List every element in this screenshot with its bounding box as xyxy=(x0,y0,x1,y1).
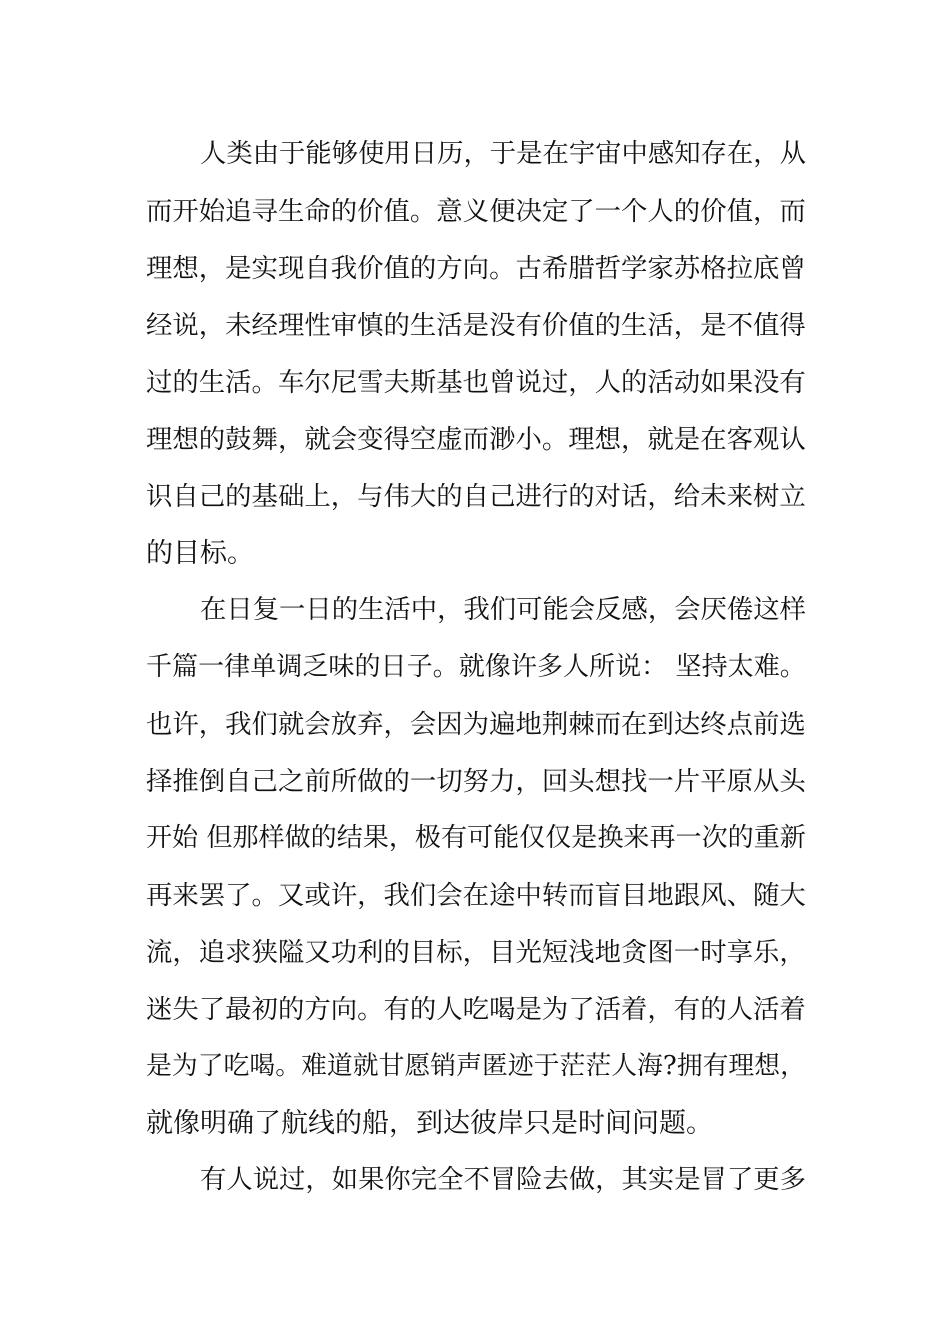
paragraph-2-line-10: 就像明确了航线的船，到达彼岸只是时间问题。 xyxy=(146,1108,713,1139)
paragraph-2-line-2: 千篇一律单调乏味的日子。就像许多人所说： 坚持太难。 xyxy=(146,652,806,682)
paragraph-1-line-1: 人类由于能够使用日历，于是在宇宙中感知存在，从 xyxy=(200,139,806,169)
paragraph-2-line-9: 是为了吃喝。难道就甘愿销声匿迹于茫茫人海?拥有理想， xyxy=(146,1051,806,1081)
paragraph-1-line-6: 理想的鼓舞，就会变得空虚而渺小。理想，就是在客观认 xyxy=(146,424,806,455)
paragraph-2-line-5: 开始 但那样做的结果，极有可能仅仅是换来再一次的重新 xyxy=(146,823,806,853)
paragraph-1-line-4: 经说，未经理性审慎的生活是没有价值的生活，是不值得 xyxy=(146,310,806,341)
paragraph-3-line-1: 有人说过，如果你完全不冒险去做，其实是冒了更多 xyxy=(200,1165,806,1195)
paragraph-2-line-3: 也许，我们就会放弃，会因为遍地荆棘而在到达终点前选 xyxy=(146,709,806,740)
paragraph-1-line-2: 而开始追寻生命的价值。意义便决定了一个人的价值，而 xyxy=(146,196,806,227)
paragraph-2-line-1: 在日复一日的生活中，我们可能会反感，会厌倦这样 xyxy=(200,595,806,625)
paragraph-1-line-3: 理想，是实现自我价值的方向。古希腊哲学家苏格拉底曾 xyxy=(146,253,806,284)
paragraph-1-line-8: 的目标。 xyxy=(146,538,254,569)
paragraph-2-line-6: 再来罢了。又或许，我们会在途中转而盲目地跟风、随大 xyxy=(146,880,806,911)
paragraph-2-line-4: 择推倒自己之前所做的一切努力，回头想找一片平原从头 xyxy=(146,766,806,797)
essay-body xyxy=(146,126,806,1209)
paragraph-2-line-7: 流，追求狭隘又功利的目标，目光短浅地贪图一时享乐， xyxy=(146,937,806,968)
paragraph-1-line-7: 识自己的基础上，与伟大的自己进行的对话，给未来树立 xyxy=(146,481,806,512)
paragraph-2-line-8: 迷失了最初的方向。有的人吃喝是为了活着，有的人活着 xyxy=(146,994,806,1025)
paragraph-1-line-5: 过的生活。车尔尼雪夫斯基也曾说过，人的活动如果没有 xyxy=(146,367,806,398)
